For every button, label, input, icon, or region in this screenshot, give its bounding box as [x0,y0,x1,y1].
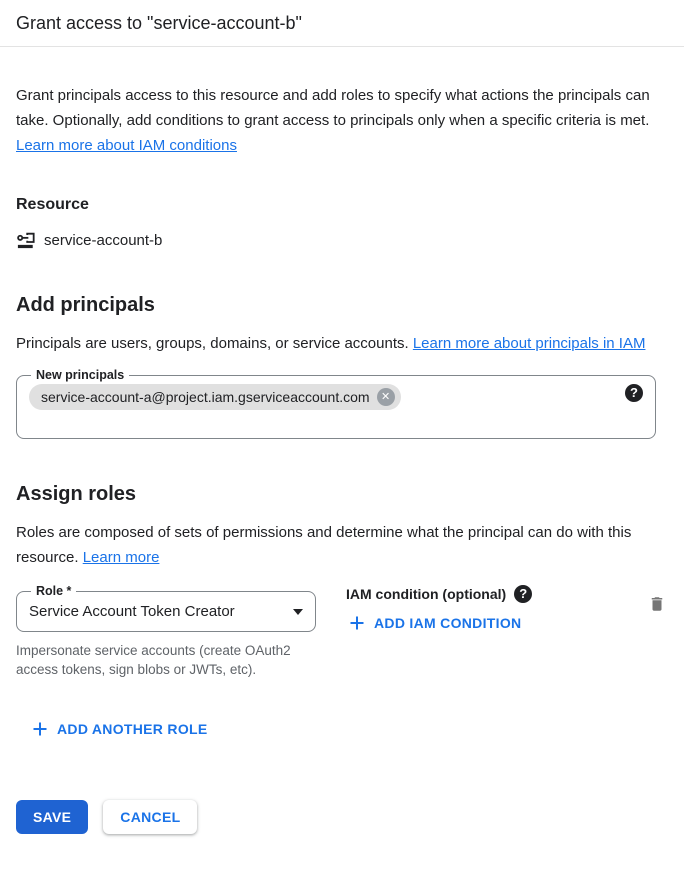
add-iam-condition-label: ADD IAM CONDITION [374,615,522,631]
help-icon[interactable]: ? [514,585,532,603]
add-iam-condition-button[interactable] [350,615,521,631]
save-button[interactable]: SAVE [16,800,88,834]
iam-conditions-link[interactable]: Learn more about IAM conditions [16,137,237,154]
condition-column [346,584,646,634]
role-label: Role * [36,584,72,598]
add-principals-heading: Add principals [16,294,155,316]
resource-heading: Resource [16,196,89,213]
close-icon[interactable]: ✕ [377,388,395,406]
new-principals-inner [29,382,643,426]
dialog-body [0,83,684,834]
new-principals-label: New principals [36,368,125,382]
add-principals-description [16,331,656,356]
add-principals-text: Principals are users, groups, domains, or service accounts. [16,335,413,352]
plus-icon [350,616,364,630]
assign-roles-text: Roles are composed of sets of permissions and determine what the principal can do with this resource. [16,524,632,566]
trash-icon [648,594,666,614]
condition-label-row [346,585,646,603]
delete-role-button[interactable] [646,592,668,619]
role-value: Service Account Token Creator [29,603,235,620]
add-another-role-label: ADD ANOTHER ROLE [57,721,208,737]
role-row [16,584,668,679]
plus-icon [33,722,47,736]
resource-name: service-account-b [44,232,163,249]
help-icon[interactable]: ? [625,384,643,402]
cancel-button[interactable]: CANCEL [103,800,197,834]
role-select[interactable] [16,584,316,632]
new-principals-field[interactable] [16,368,656,439]
principals-learn-more-link[interactable]: Learn more about principals in IAM [412,335,646,352]
intro-paragraph [16,83,656,158]
role-help-text: Impersonate service accounts (create OAuth2 access tokens, sign blobs or JWTs, etc). [16,643,291,677]
dialog-title: Grant access to "service-account-b" [0,0,684,47]
assign-roles-description [16,520,656,570]
resource-row [16,231,668,250]
intro-text: Grant principals access to this resource and add roles to specify what actions the principals can take. Optionally, add conditions to grant access to principals only when a specific criteria is met. [16,87,650,129]
principal-chip-value: service-account-a@project.iam.gserviceaccount.com [41,389,370,405]
chevron-down-icon [293,609,303,615]
condition-label: IAM condition (optional) [346,586,507,602]
dialog-actions [16,800,668,834]
roles-learn-more-link[interactable]: Learn more [82,549,160,566]
principal-chip [29,384,401,410]
service-account-icon [16,231,35,250]
role-select-inner [29,598,303,620]
role-column [16,584,316,679]
assign-roles-heading: Assign roles [16,483,137,505]
add-another-role-button[interactable] [33,721,208,737]
